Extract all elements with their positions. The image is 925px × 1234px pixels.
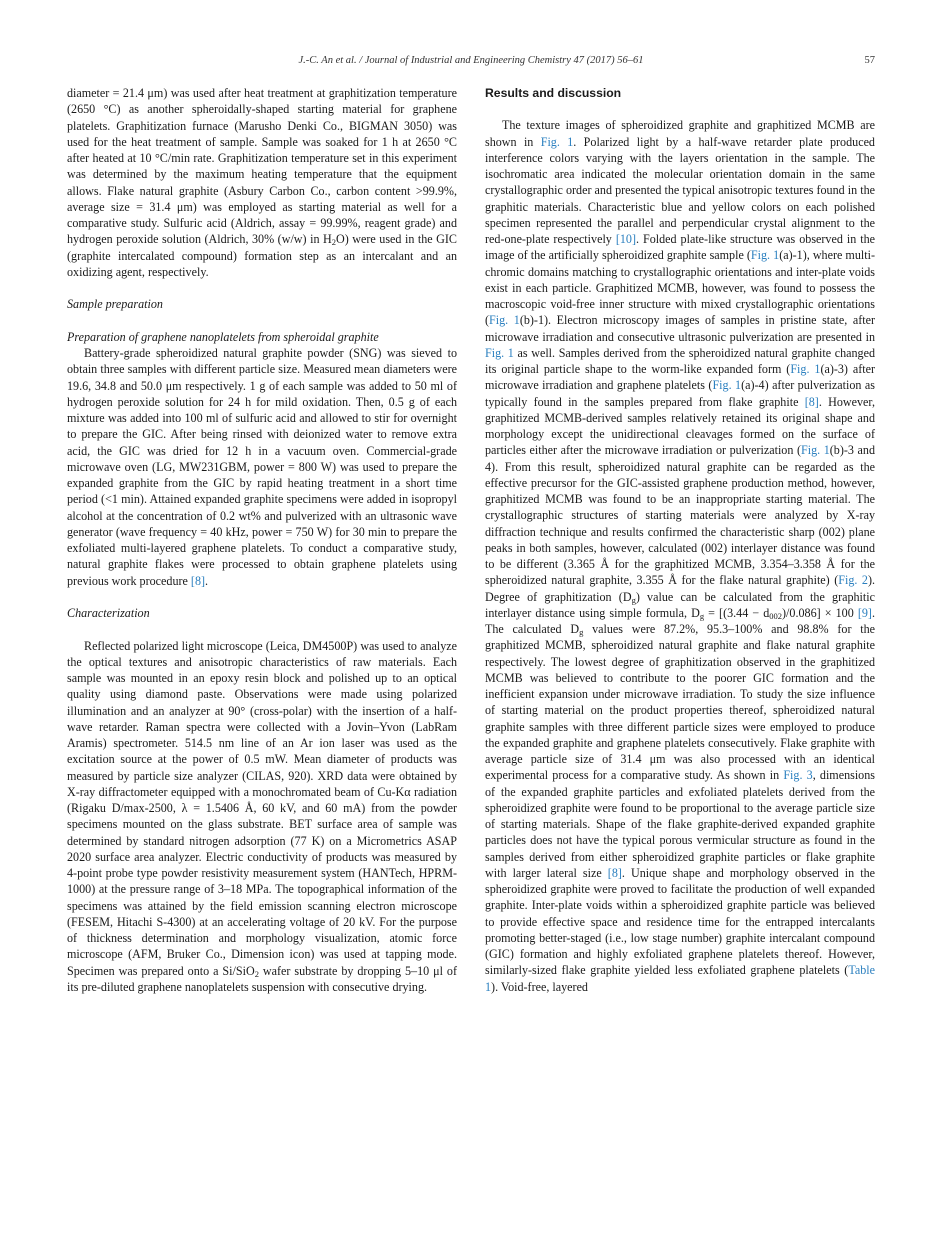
- results-text: (b)-1). Electron microscopy images of samples in pristine state, after microwave irradiation and consecutive ultrasonic pulverization are presented in: [485, 313, 875, 344]
- results-text: (a)-4) after pulverization as typically found in the samples prepared from flake graphite: [485, 378, 875, 409]
- preparation-text: Battery-grade spheroidized natural graphite powder (SNG) was sieved to obtain three samples with different particle size. Measured mean diameters were 19.6, 34.8 and 50.0 μm respectively. 1 g of each sample was added to 50 ml of hydrogen peroxide solution for 24 h for mild oxidation. Then, 0.5 g of each mixture was added into 100 ml of sulfuric acid and allowed to stir for overnight to prepare the GIC. After being rinsed with deionized water to remove extra acid, the GIC was dried for 12 h in a vacuum oven. Commercial-grade microwave oven (LG, MW231GBM, power = 800 W) was used to prepare the expanded graphite from the GIC by rapid heating treatment in a short time period (<1 min). Attained expanded graphite specimens were added in isopropyl alcohol at the concentration of 0.2 wt% and pulverized with an ultrasonic wave generator (wave frequency = 40 kHz, power = 750 W) for 30 min to prepare the exfoliated multi-layered graphene platelets. To conduct a comparative study, natural graphite flakes were processed to obtain graphene platelets using previous work procedure: [67, 346, 457, 588]
- reference-link[interactable]: Fig. 1: [489, 313, 520, 328]
- results-text: = [(3.44 − d: [704, 605, 770, 620]
- results-text: (b)-3 and 4). From this result, spheroidized natural graphite can be regarded as the effective precursor for the GIC-assisted graphene production method, however, graphitized MCMB was found to be an inappropriate starting material. The crystallographic structures of starting materials were analyzed by X-ray diffraction technique and results confirmed the characteristic sharp (002) plane peaks in both samples, however, calculated (002) interlayer distance was found to be different (3.365 Å for the graphitized MCMB, 3.354–3.358 Å for the spheroidized natural graphite, 3.355 Å for the flake natural graphite) (: [485, 443, 875, 588]
- running-head: [67, 55, 875, 71]
- preparation-subheading: Preparation of graphene nanoplatelets from spheroidal graphite: [67, 329, 379, 344]
- reference-link[interactable]: [9]: [857, 605, 872, 620]
- reference-link[interactable]: Fig. 1: [485, 345, 514, 360]
- reference-link[interactable]: Fig. 1: [801, 443, 830, 458]
- page-number: 57: [864, 55, 875, 66]
- results-text: . Folded plate-like structure was observed in the image of the artificially spheroidized graphite sample (: [485, 232, 875, 263]
- results-text: )/0.086] × 100: [782, 605, 858, 620]
- reference-link[interactable]: Table 1: [485, 963, 875, 994]
- subscript: 2: [331, 237, 336, 248]
- results-text: The texture images of spheroidized graphite and graphitized MCMB are shown in: [485, 118, 875, 149]
- results-text: ). Void-free, layered: [491, 979, 588, 994]
- preparation-paragraph: [67, 345, 457, 589]
- results-text: ) value can be calculated from the graphitic interlayer distance using simple formula, D: [485, 589, 876, 620]
- reference-link[interactable]: [8]: [607, 865, 622, 880]
- intro-paragraph: [67, 85, 457, 280]
- results-paragraph: [485, 117, 875, 995]
- left-column: [67, 85, 457, 995]
- characterization-text-end: wafer substrate by dropping 5–10 μl of its pre-diluted graphene nanoplatelets suspension with consecutive drying.: [67, 963, 457, 994]
- reference-link[interactable]: Fig. 1: [790, 362, 821, 376]
- subscript: 002: [769, 610, 783, 621]
- results-text: ). Degree of graphitization (D: [485, 573, 875, 604]
- results-discussion-heading: Results and discussion: [485, 86, 622, 100]
- results-text: . However, graphitized MCMB-derived samples relatively retained its original shape and morphology except the unidirectional cleavages formed on the surface of particles either after the microwave irradiation or pulverization (: [485, 394, 875, 458]
- characterization-heading: Characterization: [67, 606, 150, 620]
- preparation-text-end: .: [205, 573, 209, 588]
- subscript: 2: [254, 968, 259, 979]
- results-text: (a)-1), where multi-chromic domains matching to crystallographic orientations and inter-plate voids exist in each particle. Graphitized MCMB, however, was found to possess the macroscopic void-free inner structure with mixed crystallographic orientations (: [485, 248, 875, 328]
- journal-citation: J.-C. An et al. / Journal of Industrial and Engineering Chemistry 47 (2017) 56–61: [298, 55, 644, 66]
- results-text: , dimensions of the expanded graphite particles and exfoliated platelets derived from the spheroidized graphite were found to be proportional to the average particle size of starting materials. Shape of the flake graphite-derived expanded graphite particles does not have the typical porous vermicular structure as found in the samples derived from either spheroidized graphite particles or flake graphite with larger lateral size: [485, 768, 875, 880]
- reference-link[interactable]: [8]: [804, 394, 819, 409]
- reference-link[interactable]: [8]: [190, 573, 206, 588]
- reference-link[interactable]: Fig. 2: [838, 573, 868, 588]
- subscript: g: [699, 610, 705, 621]
- right-column: [485, 85, 875, 995]
- results-text: . The calculated D: [485, 605, 875, 636]
- results-text: . Polarized light by a half-wave retarder plate produced interference colors varying with the layers orientation in the sample. The isochromatic area indicated the molecular orientation domain in the same crystallographic order and presented the typical anisotropic textures found in the graphitic materials. Characteristic blue and yellow colors on each polished specimen represented the parallel and perpendicular crystal alignment to the red-one-plate respectively: [485, 134, 875, 246]
- reference-link[interactable]: Fig. 1: [540, 134, 574, 149]
- characterization-text: Reflected polarized light microscope (Leica, DM4500P) was used to analyze the optical textures and anisotropic characteristics of raw materials. Each sample was mounted in an epoxy resin block and polished up to an optical quality using diamond paste. Observations were made using polarized illumination and an analyzer at 90° (cross-polar) with the insertion of a half-wave retarder. Raman spectra were collected with a Jovin–Yvon (LabRam Aramis) spectrometer. 514.5 nm line of an Ar ion laser was used as the excitation source at the power of 0.5 mW. Mean diameter of products was measured by particle size analyzer (CILAS, 920). XRD data were obtained by X-ray diffractometer equipped with a monochromated beam of Cu-Kα radiation (Rigaku D/max-2500, λ = 1.5406 Å, 60 kV, and 60 mA) from the powder specimens mounted on the glass substrate. BET surface area of sample was determined by standard nitrogen adsorption (77 K) on a Micrometrics ASAP 2020 surface area analyzer. Electric conductivity of products was measured by 4-point probe type powder resistivity measurement system (HANTech, HPRM-1000) at the pressure range of 3–18 MPa. The topographical information of the specimens was attained by the field emission scanning electron microscope (FESEM, Hitachi S-4300) at an accelerating voltage of 20 kV. For the purpose of thickness determination and morphology visualization, atomic force microscope (AFM, Bruker Co., Dimension icon) was used at tapping mode. Specimen was prepared onto a Si/SiO: [67, 638, 457, 978]
- intro-text-end: O) were used in the GIC (graphite intercalated compound) formation step as an intercalant and an oxidizing agent, respectively.: [67, 232, 457, 279]
- reference-link[interactable]: Fig. 3: [783, 768, 813, 783]
- results-text: values were 87.2%, 95.3–100% and 98.8% for the graphitized MCMB, spheroidized natural graphite and flake natural graphite respectively. The lowest degree of graphitization observed in the graphitized MCMB was believed to contribute to the poorer GIC formation and the inefficient expansion under microwave irradiation. To study the size influence of starting material on the product properties thereof, spheroidized natural graphite samples with three different particle sizes were employed to produce the expanded graphite and graphene platelets consecutively. Flake graphite with average particle size of 31.4 μm was also processed with an identical experimental process for a comparative study. As shown in: [485, 622, 875, 783]
- results-text: (a)-3) after microwave irradiation and graphene platelets (: [485, 362, 876, 393]
- subscript: g: [631, 594, 636, 605]
- characterization-paragraph: [67, 638, 457, 996]
- reference-link[interactable]: Fig. 1: [750, 248, 780, 263]
- sample-preparation-heading: Sample preparation: [67, 297, 163, 312]
- results-text: as well. Samples derived from the spheroidized natural graphite changed its original particle shape to the worm-like expanded form (: [485, 345, 876, 376]
- results-text: . Unique shape and morphology observed in the spheroidized graphite were proved to facilitate the production of well expanded graphite. Inter-plate voids within a spheroidized graphite particle was believed to provide effective space and residence time for the entrapped intercalants promoting better-staged (i.e., low stage number) graphite intercalant compound (GIC) formation and highly exfoliated graphene platelets thereof. However, similarly-sized flake graphite yielded less exfoliated graphene platelets (: [485, 865, 876, 978]
- subscript: g: [579, 627, 584, 637]
- reference-link[interactable]: Fig. 1: [712, 378, 742, 393]
- reference-link[interactable]: [10]: [615, 232, 636, 246]
- intro-text: diameter = 21.4 μm) was used after heat treatment at graphitization temperature (2650 °C) as another spheroidally-shaped starting material for graphene platelets. Graphitization furnace (Marusho Denki Co., BIGMAN 3050) was used for the heat treatment of sample. Sample was soaked for 1 h at 2650 °C after heated at 10 °C/min rate. Graphitization temperature set in this experiment was determined by the maximum heating temperature that the equipment allows. Flake natural graphite (Asbury Carbon Co., carbon content >99.9%, average size = 31.4 μm) was employed as starting material as well for a comparative study. Sulfuric acid (Aldrich, assay = 99.99%, reagent grade) and hydrogen peroxide solution (Aldrich, 30% (w/w) in H: [67, 86, 457, 247]
